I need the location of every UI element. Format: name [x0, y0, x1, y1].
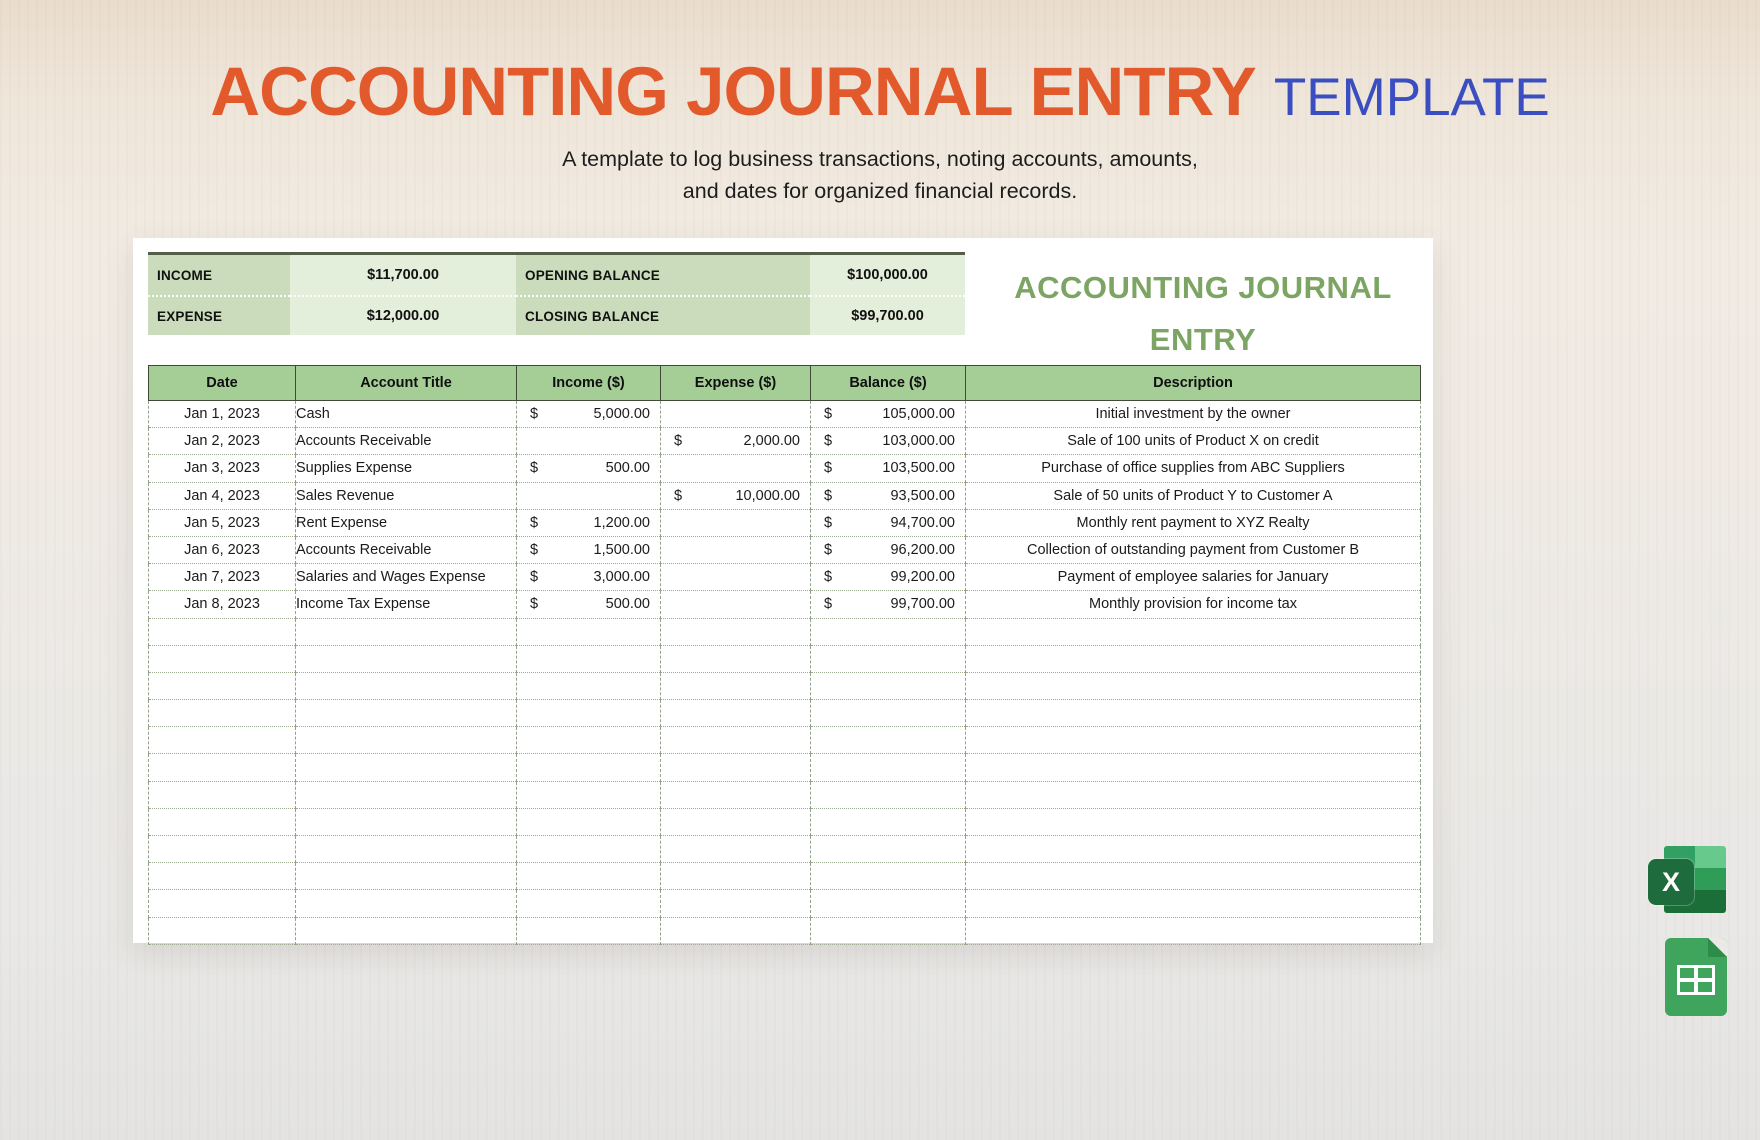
- cell-expense: [661, 564, 811, 591]
- cell-account-title: [296, 781, 517, 808]
- cell-income: $ 3,000.00: [517, 564, 661, 591]
- sheet-title: [978, 262, 1428, 366]
- excel-x-letter: X: [1648, 859, 1694, 905]
- table-row: [149, 808, 1421, 835]
- header-balance: Balance ($): [811, 366, 966, 401]
- cell-date: [149, 700, 296, 727]
- cell-account-title: [296, 917, 517, 944]
- cell-account-title: [296, 700, 517, 727]
- cell-balance: [811, 618, 966, 645]
- cell-income: [517, 754, 661, 781]
- cell-description: [966, 754, 1421, 781]
- journal-table-body: [149, 401, 1421, 945]
- page-title-main: ACCOUNTING JOURNAL ENTRY: [210, 53, 1256, 130]
- currency-symbol: $: [530, 406, 539, 423]
- cell-description: [966, 672, 1421, 699]
- cell-expense: [661, 401, 811, 428]
- table-row: [149, 509, 1421, 536]
- cell-balance: [811, 672, 966, 699]
- currency-symbol: $: [674, 433, 683, 450]
- cell-description: Payment of employee salaries for January: [966, 564, 1421, 591]
- cell-balance: [811, 808, 966, 835]
- header-income: Income ($): [517, 366, 661, 401]
- cell-income: [517, 672, 661, 699]
- cell-expense: [661, 890, 811, 917]
- cell-income: $ 5,000.00: [517, 401, 661, 428]
- cell-balance: [811, 836, 966, 863]
- cell-account-title: [296, 672, 517, 699]
- tagline-line-1: A template to log business transactions, noting accounts, amounts,: [562, 147, 1198, 172]
- table-row: [149, 401, 1421, 428]
- cell-account-title: [296, 890, 517, 917]
- cell-expense: [661, 672, 811, 699]
- cell-date: Jan 4, 2023: [149, 482, 296, 509]
- cell-balance: [811, 700, 966, 727]
- cell-account-title: Cash: [296, 401, 517, 428]
- cell-balance: [811, 645, 966, 672]
- cell-account-title: Supplies Expense: [296, 455, 517, 482]
- table-row: [149, 781, 1421, 808]
- cell-income: [517, 618, 661, 645]
- cell-expense: [661, 917, 811, 944]
- cell-expense: [661, 455, 811, 482]
- excel-icon[interactable]: [1648, 846, 1726, 914]
- cell-date: [149, 836, 296, 863]
- currency-symbol: $: [530, 460, 539, 477]
- cell-income: [517, 863, 661, 890]
- cell-description: [966, 863, 1421, 890]
- cell-description: Initial investment by the owner: [966, 401, 1421, 428]
- cell-date: [149, 618, 296, 645]
- opening-balance-value: $100,000.00: [810, 255, 965, 295]
- cell-date: [149, 672, 296, 699]
- cell-date: Jan 6, 2023: [149, 536, 296, 563]
- cell-income: [517, 645, 661, 672]
- cell-account-title: [296, 808, 517, 835]
- table-row: [149, 482, 1421, 509]
- cell-description: [966, 890, 1421, 917]
- table-row: [149, 863, 1421, 890]
- currency-symbol: $: [530, 596, 539, 613]
- cell-description: [966, 781, 1421, 808]
- cell-date: [149, 863, 296, 890]
- cell-income: [517, 781, 661, 808]
- cell-date: Jan 3, 2023: [149, 455, 296, 482]
- sheet-title-line-1: ACCOUNTING JOURNAL: [1014, 270, 1392, 305]
- cell-income: [517, 700, 661, 727]
- cell-expense: [661, 536, 811, 563]
- table-row: [149, 700, 1421, 727]
- cell-income: [517, 890, 661, 917]
- header-expense: Expense ($): [661, 366, 811, 401]
- journal-table: [148, 365, 1421, 945]
- cell-date: [149, 754, 296, 781]
- table-row: [149, 618, 1421, 645]
- cell-balance: [811, 863, 966, 890]
- cell-description: [966, 618, 1421, 645]
- cell-balance: $ 103,500.00: [811, 455, 966, 482]
- cell-date: [149, 808, 296, 835]
- cell-description: [966, 727, 1421, 754]
- page-title-suffix: TEMPLATE: [1273, 68, 1550, 127]
- currency-symbol: $: [674, 487, 683, 504]
- cell-expense: [661, 808, 811, 835]
- cell-date: [149, 781, 296, 808]
- cell-balance: $ 94,700.00: [811, 509, 966, 536]
- cell-balance: $ 99,700.00: [811, 591, 966, 618]
- cell-date: Jan 7, 2023: [149, 564, 296, 591]
- table-row: [149, 564, 1421, 591]
- cell-expense: [661, 781, 811, 808]
- table-row: [149, 591, 1421, 618]
- income-value: $11,700.00: [290, 255, 516, 295]
- cell-income: [517, 836, 661, 863]
- header-date: Date: [149, 366, 296, 401]
- table-row: [149, 645, 1421, 672]
- cell-income: $ 500.00: [517, 455, 661, 482]
- cell-expense: [661, 700, 811, 727]
- cell-date: [149, 727, 296, 754]
- cell-balance: [811, 917, 966, 944]
- currency-symbol: $: [824, 569, 833, 586]
- cell-expense: [661, 591, 811, 618]
- summary-block: [148, 252, 965, 335]
- cell-balance: [811, 781, 966, 808]
- cell-account-title: [296, 836, 517, 863]
- cell-account-title: [296, 863, 517, 890]
- cell-account-title: Sales Revenue: [296, 482, 517, 509]
- cell-income: [517, 727, 661, 754]
- cell-balance: [811, 754, 966, 781]
- cell-description: [966, 917, 1421, 944]
- cell-income: $ 1,500.00: [517, 536, 661, 563]
- table-header-row: [149, 366, 1421, 401]
- cell-date: Jan 8, 2023: [149, 591, 296, 618]
- cell-date: [149, 917, 296, 944]
- cell-expense: [661, 618, 811, 645]
- cell-description: [966, 700, 1421, 727]
- cell-expense: [661, 863, 811, 890]
- currency-symbol: $: [824, 433, 833, 450]
- sheets-grid-icon: [1677, 965, 1715, 995]
- cell-account-title: Rent Expense: [296, 509, 517, 536]
- cell-income: $ 1,200.00: [517, 509, 661, 536]
- cell-description: [966, 808, 1421, 835]
- cell-account-title: [296, 727, 517, 754]
- template-preview-card: [133, 238, 1433, 943]
- sheet-title-line-2: ENTRY: [1149, 322, 1257, 357]
- closing-balance-label: CLOSING BALANCE: [516, 295, 810, 335]
- page-title: [0, 53, 1760, 130]
- cell-balance: $ 93,500.00: [811, 482, 966, 509]
- cell-expense: [661, 645, 811, 672]
- cell-balance: $ 99,200.00: [811, 564, 966, 591]
- cell-description: Sale of 100 units of Product X on credit: [966, 428, 1421, 455]
- expense-label: EXPENSE: [148, 295, 290, 335]
- page-header: [0, 0, 1760, 207]
- table-row: [149, 672, 1421, 699]
- table-row: [149, 455, 1421, 482]
- cell-account-title: [296, 645, 517, 672]
- cell-description: [966, 645, 1421, 672]
- cell-date: [149, 645, 296, 672]
- cell-expense: $ 10,000.00: [661, 482, 811, 509]
- cell-date: Jan 5, 2023: [149, 509, 296, 536]
- income-label: INCOME: [148, 255, 290, 295]
- cell-expense: [661, 509, 811, 536]
- cell-expense: [661, 754, 811, 781]
- tagline-line-2: and dates for organized financial records.: [682, 178, 1078, 203]
- currency-symbol: $: [824, 406, 833, 423]
- cell-date: Jan 1, 2023: [149, 401, 296, 428]
- table-row: [149, 917, 1421, 944]
- currency-symbol: $: [824, 487, 833, 504]
- cell-account-title: Accounts Receivable: [296, 536, 517, 563]
- cell-date: Jan 2, 2023: [149, 428, 296, 455]
- cell-account-title: Income Tax Expense: [296, 591, 517, 618]
- header-description: Description: [966, 366, 1421, 401]
- cell-income: [517, 808, 661, 835]
- currency-symbol: $: [824, 514, 833, 531]
- currency-symbol: $: [530, 514, 539, 531]
- currency-symbol: $: [824, 596, 833, 613]
- cell-description: Purchase of office supplies from ABC Suppliers: [966, 455, 1421, 482]
- table-row: [149, 754, 1421, 781]
- cell-expense: [661, 727, 811, 754]
- cell-description: Sale of 50 units of Product Y to Customer A: [966, 482, 1421, 509]
- cell-description: Collection of outstanding payment from Customer B: [966, 536, 1421, 563]
- cell-balance: $ 96,200.00: [811, 536, 966, 563]
- cell-income: [517, 917, 661, 944]
- google-sheets-icon[interactable]: [1665, 938, 1727, 1016]
- cell-description: Monthly rent payment to XYZ Realty: [966, 509, 1421, 536]
- table-row: [149, 890, 1421, 917]
- cell-date: [149, 890, 296, 917]
- currency-symbol: $: [530, 569, 539, 586]
- cell-income: [517, 428, 661, 455]
- cell-income: $ 500.00: [517, 591, 661, 618]
- cell-balance: $ 105,000.00: [811, 401, 966, 428]
- cell-expense: [661, 836, 811, 863]
- currency-symbol: $: [824, 460, 833, 477]
- expense-value: $12,000.00: [290, 295, 516, 335]
- cell-account-title: Salaries and Wages Expense: [296, 564, 517, 591]
- table-row: [149, 836, 1421, 863]
- cell-account-title: [296, 754, 517, 781]
- cell-description: [966, 836, 1421, 863]
- currency-symbol: $: [824, 542, 833, 559]
- cell-balance: [811, 890, 966, 917]
- page-tagline: [0, 144, 1760, 206]
- cell-account-title: Accounts Receivable: [296, 428, 517, 455]
- cell-income: [517, 482, 661, 509]
- table-row: [149, 428, 1421, 455]
- closing-balance-value: $99,700.00: [810, 295, 965, 335]
- currency-symbol: $: [530, 542, 539, 559]
- cell-expense: $ 2,000.00: [661, 428, 811, 455]
- cell-account-title: [296, 618, 517, 645]
- header-account-title: Account Title: [296, 366, 517, 401]
- opening-balance-label: OPENING BALANCE: [516, 255, 810, 295]
- cell-balance: [811, 727, 966, 754]
- cell-description: Monthly provision for income tax: [966, 591, 1421, 618]
- table-row: [149, 727, 1421, 754]
- cell-balance: $ 103,000.00: [811, 428, 966, 455]
- table-row: [149, 536, 1421, 563]
